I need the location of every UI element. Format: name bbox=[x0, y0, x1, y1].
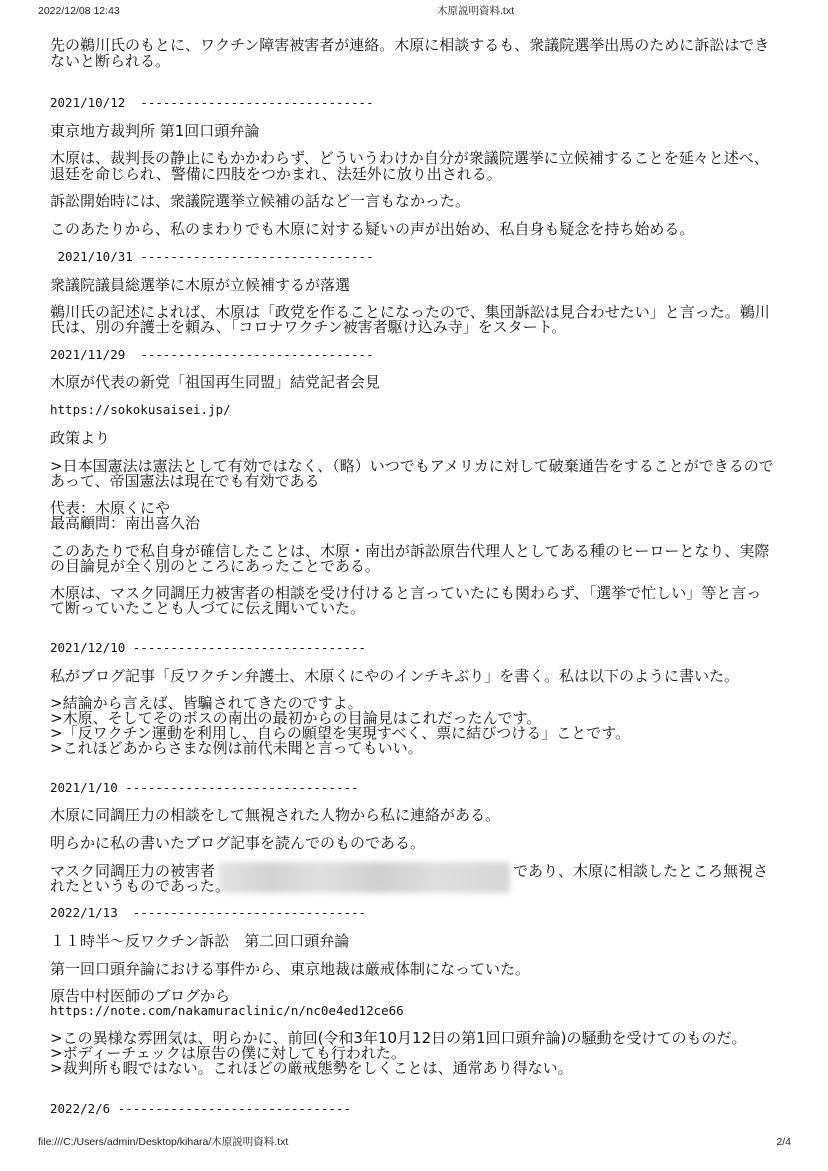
text-line: 代表：木原くにや bbox=[50, 499, 171, 517]
text-line: であり、木原に相談したところ無視さ bbox=[513, 862, 769, 880]
text-line: 明らかに私の書いたブログ記事を読んでのものである。 bbox=[50, 834, 426, 852]
quote-line: あって、帝国憲法は現在でも有効である bbox=[50, 472, 320, 490]
page-number: 2/4 bbox=[776, 1136, 791, 1148]
text-line: 私がブログ記事「反ワクチン弁護士、木原くにやのインチキぶり」を書く。私は以下のように書いた。 bbox=[50, 667, 739, 685]
date-heading: 2021/1/10 ------------------------------- bbox=[50, 780, 359, 795]
text-line: 訴訟開始時には、衆議院選挙立候補の話など一言もなかった。 bbox=[50, 192, 471, 210]
file-path: file:///C:/Users/admin/Desktop/kihara/木原説明資料.txt bbox=[38, 1136, 289, 1148]
date-heading: 2021/10/31 ------------------------------- bbox=[50, 249, 374, 264]
date-heading: 2021/10/12 ------------------------------- bbox=[50, 95, 374, 110]
text-line: 木原に同調圧力の相談をして無視された人物から私に連絡がある。 bbox=[50, 806, 501, 824]
quote-line: >「反ワクチン運動を利用し、自らの願望を実現すべく、票に結びつける」ことです。 bbox=[50, 724, 631, 742]
text-line: 退廷を命じられ、警備に四肢をつかまれ、法廷外に放り出される。 bbox=[50, 165, 502, 183]
text-line: 東京地方裁判所 第1回口頭弁論 bbox=[50, 122, 260, 140]
text-line: 最高顧問：南出喜久治 bbox=[50, 514, 201, 532]
document-title: 木原説明資料.txt bbox=[437, 5, 515, 17]
text-line: このあたりから、私のまわりでも木原に対する疑いの声が出始め、私自身も疑念を持ち始める。 bbox=[50, 220, 695, 238]
quote-line: >この異様な雰囲気は、明らかに、前回(令和3年10月12日の第1回口頭弁論)の騒動を受けてのものだ。 bbox=[50, 1029, 747, 1047]
quote-line: >木原、そしてそのボスの南出の最初からの目論見はこれだったんです。 bbox=[50, 709, 542, 727]
text-line: の目論見が全く別のところにあったことである。 bbox=[50, 557, 380, 575]
text-line: て断っていたことも人づてに伝え聞いていた。 bbox=[50, 599, 366, 617]
text-line: 第一回口頭弁論における事件から、東京地裁は厳戒体制になっていた。 bbox=[50, 960, 531, 978]
text-line: 氏は、別の弁護士を頼み、「コロナワクチン被害者駆け込み寺」をスタート。 bbox=[50, 318, 567, 336]
text-line: １１時半～反ワクチン訴訟 第二回口頭弁論 bbox=[50, 932, 350, 950]
text-line: ないと断られる。 bbox=[50, 52, 171, 70]
quote-line: >これほどあからさまな例は前代未聞と言ってもいい。 bbox=[50, 739, 423, 757]
text-line: 鵜川氏の記述によれば、木原は「政党を作ることになったので、集団訴訟は見合わせたい」と言った。鵜川 bbox=[50, 303, 770, 321]
quote-line: >結論から言えば、皆騙されてきたのですよ。 bbox=[50, 694, 363, 712]
text-line: れたというものであった。 bbox=[50, 877, 230, 895]
quote-line: >ボディーチェックは原告の僕に対しても行われた。 bbox=[50, 1044, 406, 1062]
text-line: 原告中村医師のブログから bbox=[50, 987, 231, 1005]
text-line: 木原が代表の新党「祖国再生同盟」結党記者会見 bbox=[50, 373, 381, 391]
text-line: 木原は、マスク同調圧力被害者の相談を受け付けると言っていたにも関わらず、「選挙で忙しい」等と言っ bbox=[50, 584, 762, 602]
quote-line: >日本国憲法は憲法として有効ではなく、（略）いつでもアメリカに対して破棄通告をすることができるので bbox=[50, 457, 774, 475]
url-text: https://sokokusaisei.jp/ bbox=[50, 402, 231, 417]
redacted-blur bbox=[218, 862, 510, 893]
text-line: このあたりで私自身が確信したことは、木原・南出が訴訟原告代理人としてある種のヒーローとなり、実際 bbox=[50, 542, 770, 560]
date-heading: 2021/11/29 ------------------------------- bbox=[50, 347, 374, 362]
text-line: 衆議院議員総選挙に木原が立候補するが落選 bbox=[50, 276, 351, 294]
date-heading: 2021/12/10 ------------------------------- bbox=[50, 640, 367, 655]
date-heading: 2022/1/13 ------------------------------- bbox=[50, 905, 367, 920]
print-datetime: 2022/12/08 12:43 bbox=[38, 5, 120, 17]
text-line: 木原は、裁判長の静止にもかかわらず、どういうわけか自分が衆議院選挙に立候補することを延々と述べ、 bbox=[50, 149, 769, 167]
quote-line: >裁判所も暇ではない。これほどの厳戒態勢をしくことは、通常あり得ない。 bbox=[50, 1059, 573, 1077]
date-heading: 2022/2/6 ------------------------------- bbox=[50, 1101, 352, 1116]
text-line: マスク同調圧力の被害者 bbox=[50, 862, 216, 880]
url-text: https://note.com/nakamuraclinic/n/nc0e4ed12ce66 bbox=[50, 1003, 404, 1018]
text-line: 先の鵜川氏のもとに、ワクチン障害被害者が連絡。木原に相談するも、衆議院選挙出馬のために訴訟はでき bbox=[50, 36, 770, 54]
text-line: 政策より bbox=[50, 429, 111, 447]
